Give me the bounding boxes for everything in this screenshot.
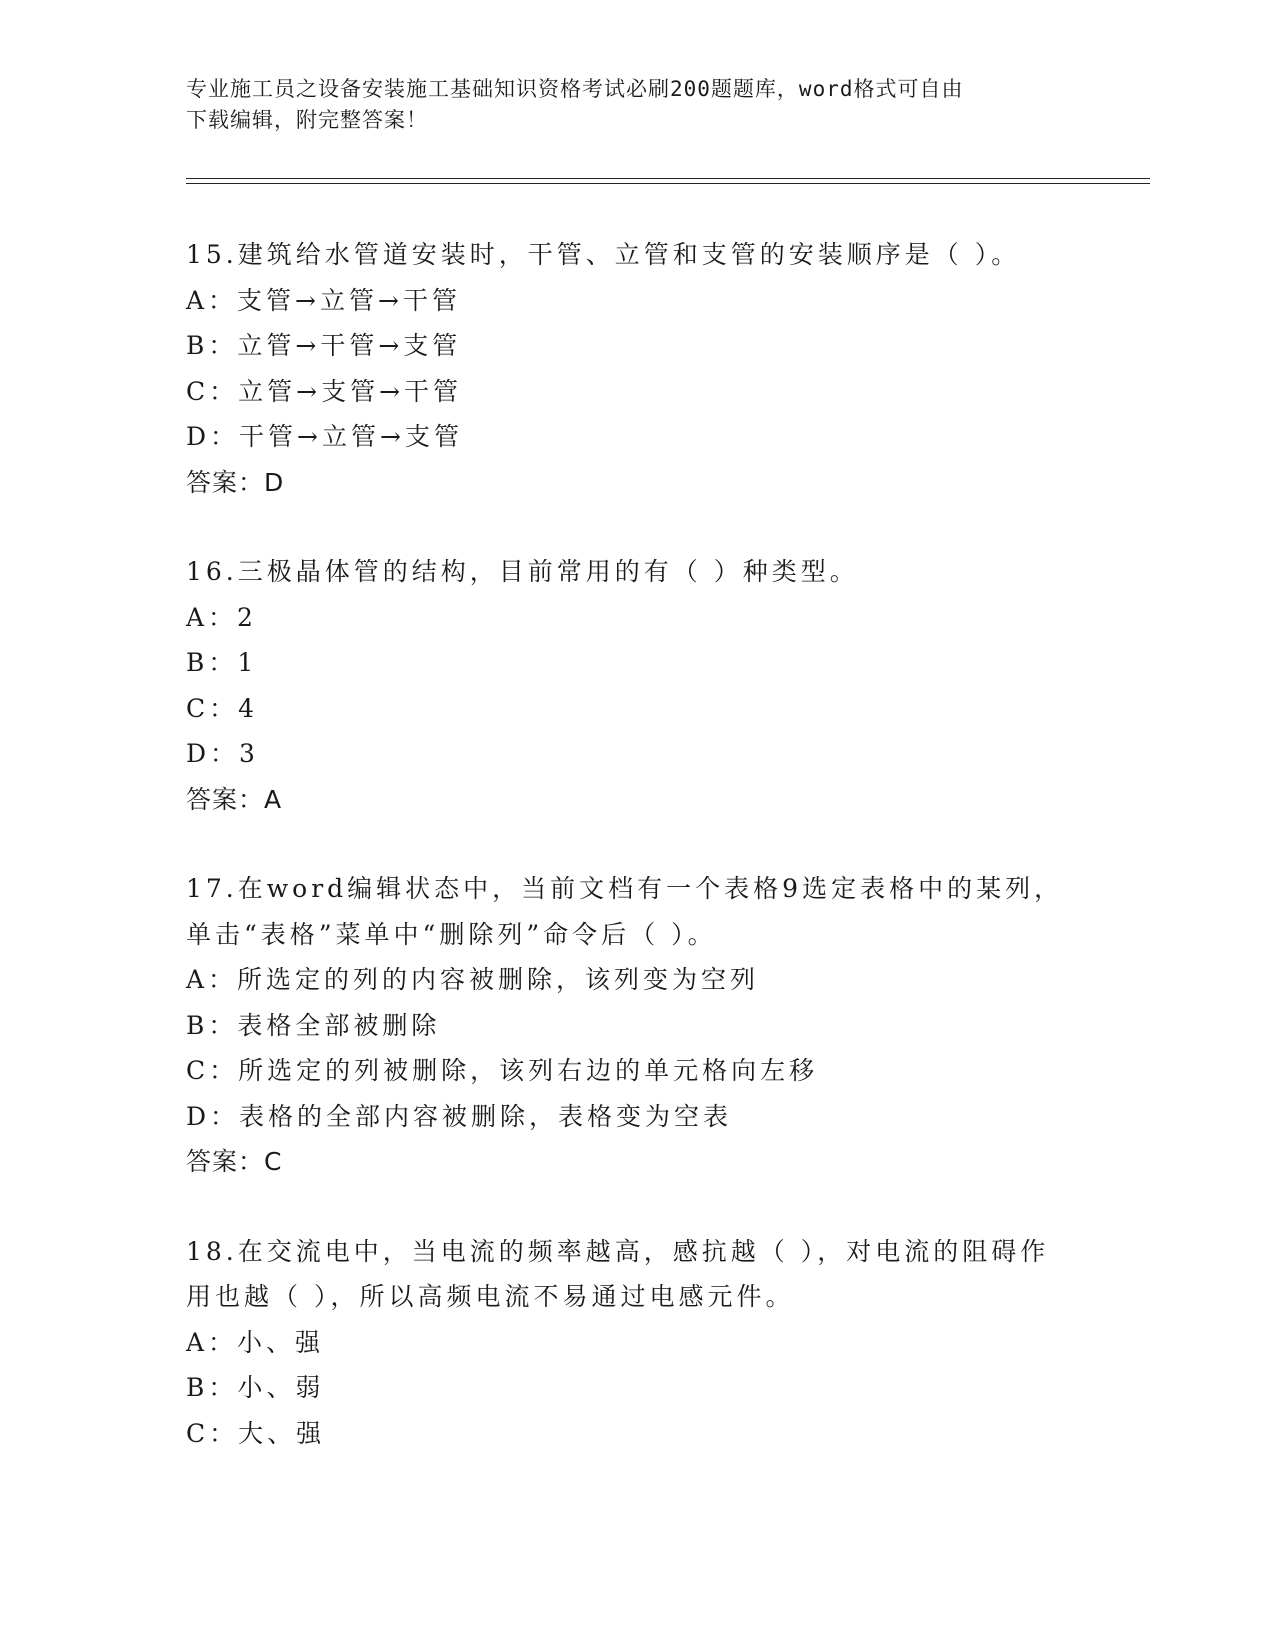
answer-label: 答案：D <box>186 467 285 497</box>
question-15 <box>186 232 1086 505</box>
header-title-line-1: 专业施工员之设备安装施工基础知识资格考试必刷200题题库，word格式可自由 <box>186 77 964 101</box>
option-d: D：3 <box>186 739 259 768</box>
option-a: A：小、强 <box>186 1327 325 1357</box>
option-b: B：小、弱 <box>186 1373 325 1402</box>
header-title-line-2: 下载编辑，附完整答案！ <box>186 108 428 132</box>
answer-label: 答案：C <box>186 1147 283 1176</box>
header-divider-top <box>186 178 1150 179</box>
answer-label: 答案：A <box>186 784 283 814</box>
option-c: C：4 <box>186 693 259 723</box>
option-c: C：立管→支管→干管 <box>186 376 463 406</box>
option-b: B：表格全部被删除 <box>186 1010 441 1040</box>
option-a: A：所选定的列的内容被删除，该列变为空列 <box>186 965 760 994</box>
question-stem-line-1: 17.在word编辑状态中，当前文档有一个表格9选定表格中的某列， <box>186 874 1064 903</box>
document-header <box>186 74 1086 136</box>
option-d: D：干管→立管→支管 <box>186 422 463 451</box>
option-b: B：立管→干管→支管 <box>186 331 462 360</box>
option-a: A：支管→立管→干管 <box>186 285 461 315</box>
option-a: A：2 <box>186 602 257 632</box>
question-stem-line-2: 用也越（ ），所以高频电流不易通过电感元件。 <box>186 1282 795 1311</box>
option-b: B：1 <box>186 648 258 677</box>
question-16 <box>186 549 1086 822</box>
question-stem-line-2: 单击“表格”菜单中“删除列”命令后（ ）。 <box>186 919 717 949</box>
header-divider-bottom <box>186 183 1150 184</box>
question-stem: 15.建筑给水管道安装时，干管、立管和支管的安装顺序是（ ）。 <box>186 240 1021 269</box>
question-17 <box>186 866 1086 1185</box>
question-18 <box>186 1229 1086 1457</box>
option-d: D：表格的全部内容被删除，表格变为空表 <box>186 1101 733 1131</box>
option-c: C：所选定的列被删除，该列右边的单元格向左移 <box>186 1056 819 1085</box>
option-c: C：大、强 <box>186 1418 326 1448</box>
question-list <box>186 232 1086 1500</box>
question-stem: 16.三极晶体管的结构，目前常用的有（ ）种类型。 <box>186 557 859 586</box>
question-stem-line-1: 18.在交流电中，当电流的频率越高，感抗越（ ），对电流的阻碍作 <box>186 1236 1050 1266</box>
